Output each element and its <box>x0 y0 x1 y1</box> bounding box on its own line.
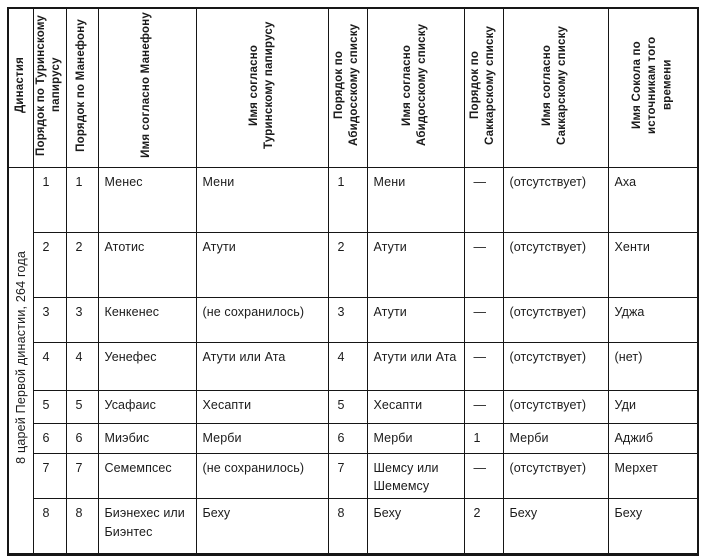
cell-manetho-order: 7 <box>66 453 98 499</box>
cell-manetho-name: Уенефес <box>98 342 196 390</box>
header-turin-order-label: Порядок по Туринскому папирусу <box>35 14 63 156</box>
cell-manetho-name: Усафаис <box>98 390 196 423</box>
cell-turin-name: (не сохранилось) <box>196 297 328 342</box>
cell-falcon-name: Мерхет <box>608 453 698 499</box>
cell-saqqara-name: Беху <box>503 499 608 555</box>
cell-manetho-name: Менес <box>98 167 196 232</box>
cell-abydos-order: 4 <box>328 342 367 390</box>
cell-manetho-order: 8 <box>66 499 98 555</box>
cell-falcon-name: Уджа <box>608 297 698 342</box>
cell-turin-name: Атути или Ата <box>196 342 328 390</box>
cell-falcon-name: Беху <box>608 499 698 555</box>
cell-abydos-order: 7 <box>328 453 367 499</box>
cell-abydos-order: 3 <box>328 297 367 342</box>
cell-manetho-order: 5 <box>66 390 98 423</box>
cell-saqqara-name: (отсутствует) <box>503 232 608 297</box>
cell-turin-order: 2 <box>33 232 66 297</box>
table-row <box>8 232 698 297</box>
cell-saqqara-order: — <box>464 232 503 297</box>
header-abydos-name <box>367 8 464 167</box>
cell-turin-name: Мени <box>196 167 328 232</box>
cell-falcon-name: (нет) <box>608 342 698 390</box>
cell-turin-order: 3 <box>33 297 66 342</box>
cell-manetho-order: 1 <box>66 167 98 232</box>
cell-turin-name: Мерби <box>196 423 328 453</box>
header-abydos-order <box>328 8 367 167</box>
cell-abydos-order: 5 <box>328 390 367 423</box>
cell-turin-order: 1 <box>33 167 66 232</box>
cell-turin-order: 6 <box>33 423 66 453</box>
cell-manetho-name: Семемпсес <box>98 453 196 499</box>
cell-saqqara-order: — <box>464 453 503 499</box>
table-row <box>8 453 698 499</box>
cell-abydos-name: Хесапти <box>367 390 464 423</box>
header-manetho-name-label: Имя согласно Манефону <box>140 12 153 159</box>
cell-saqqara-order: — <box>464 167 503 232</box>
header-manetho-name <box>98 8 196 167</box>
cell-saqqara-order: — <box>464 390 503 423</box>
cell-abydos-order: 2 <box>328 232 367 297</box>
cell-abydos-order: 1 <box>328 167 367 232</box>
cell-falcon-name: Аха <box>608 167 698 232</box>
cell-turin-order: 5 <box>33 390 66 423</box>
cell-manetho-order: 2 <box>66 232 98 297</box>
cell-manetho-name: Кенкенес <box>98 297 196 342</box>
table-row <box>8 297 698 342</box>
header-manetho-order <box>66 8 98 167</box>
cell-falcon-name: Аджиб <box>608 423 698 453</box>
header-saqqara-order <box>464 8 503 167</box>
header-turin-name-label: Имя согласно Туринскому папирусу <box>247 21 275 150</box>
dynasty-span-label: 8 царей Первой династии, 264 года <box>13 250 28 464</box>
header-abydos-name-label: Имя согласно Абидосскому списку <box>401 24 429 147</box>
header-abydos-order-label: Порядок по Абидосскому списку <box>333 24 361 147</box>
cell-saqqara-name: Мерби <box>503 423 608 453</box>
header-manetho-order-label: Порядок по Манефону <box>75 18 88 152</box>
header-saqqara-name-label: Имя согласно Саккарскому списку <box>541 25 569 145</box>
cell-saqqara-name: (отсутствует) <box>503 342 608 390</box>
cell-turin-name: Хесапти <box>196 390 328 423</box>
table-row <box>8 423 698 453</box>
header-falcon-name <box>608 8 698 167</box>
dynasty-span-cell <box>8 167 33 555</box>
cell-saqqara-order: — <box>464 297 503 342</box>
cell-turin-order: 7 <box>33 453 66 499</box>
cell-saqqara-order: — <box>464 342 503 390</box>
header-turin-order <box>33 8 66 167</box>
header-dynasty-label: Династия <box>14 57 27 114</box>
cell-abydos-name: Мерби <box>367 423 464 453</box>
cell-abydos-name: Атути <box>367 232 464 297</box>
cell-manetho-order: 4 <box>66 342 98 390</box>
cell-turin-name: Атути <box>196 232 328 297</box>
header-falcon-name-label: Имя Сокола по источникам того времени <box>630 36 674 134</box>
cell-turin-order: 4 <box>33 342 66 390</box>
cell-turin-order: 8 <box>33 499 66 555</box>
table-row <box>8 390 698 423</box>
cell-abydos-order: 6 <box>328 423 367 453</box>
cell-abydos-name: Беху <box>367 499 464 555</box>
cell-manetho-name: Атотис <box>98 232 196 297</box>
cell-manetho-order: 6 <box>66 423 98 453</box>
cell-abydos-name: Атути или Ата <box>367 342 464 390</box>
cell-falcon-name: Уди <box>608 390 698 423</box>
header-row <box>8 8 698 167</box>
table-row <box>8 167 698 232</box>
table-row <box>8 342 698 390</box>
cell-saqqara-order: 2 <box>464 499 503 555</box>
cell-manetho-name: Биэнехес или Биэнтес <box>98 499 196 555</box>
cell-saqqara-order: 1 <box>464 423 503 453</box>
cell-saqqara-name: (отсутствует) <box>503 297 608 342</box>
header-turin-name <box>196 8 328 167</box>
cell-manetho-order: 3 <box>66 297 98 342</box>
cell-turin-name: (не сохранилось) <box>196 453 328 499</box>
cell-saqqara-name: (отсутствует) <box>503 167 608 232</box>
dynasty-kings-table <box>7 7 699 556</box>
cell-abydos-name: Шемсу или Шемемсу <box>367 453 464 499</box>
cell-abydos-name: Атути <box>367 297 464 342</box>
cell-saqqara-name: (отсутствует) <box>503 390 608 423</box>
table-body <box>8 167 698 555</box>
header-saqqara-order-label: Порядок по Саккарскому списку <box>469 25 497 145</box>
cell-falcon-name: Хенти <box>608 232 698 297</box>
cell-manetho-name: Миэбис <box>98 423 196 453</box>
cell-abydos-name: Мени <box>367 167 464 232</box>
cell-abydos-order: 8 <box>328 499 367 555</box>
header-saqqara-name <box>503 8 608 167</box>
header-dynasty <box>8 8 33 167</box>
table-header <box>8 8 698 167</box>
cell-saqqara-name: (отсутствует) <box>503 453 608 499</box>
table-row <box>8 499 698 555</box>
cell-turin-name: Беху <box>196 499 328 555</box>
